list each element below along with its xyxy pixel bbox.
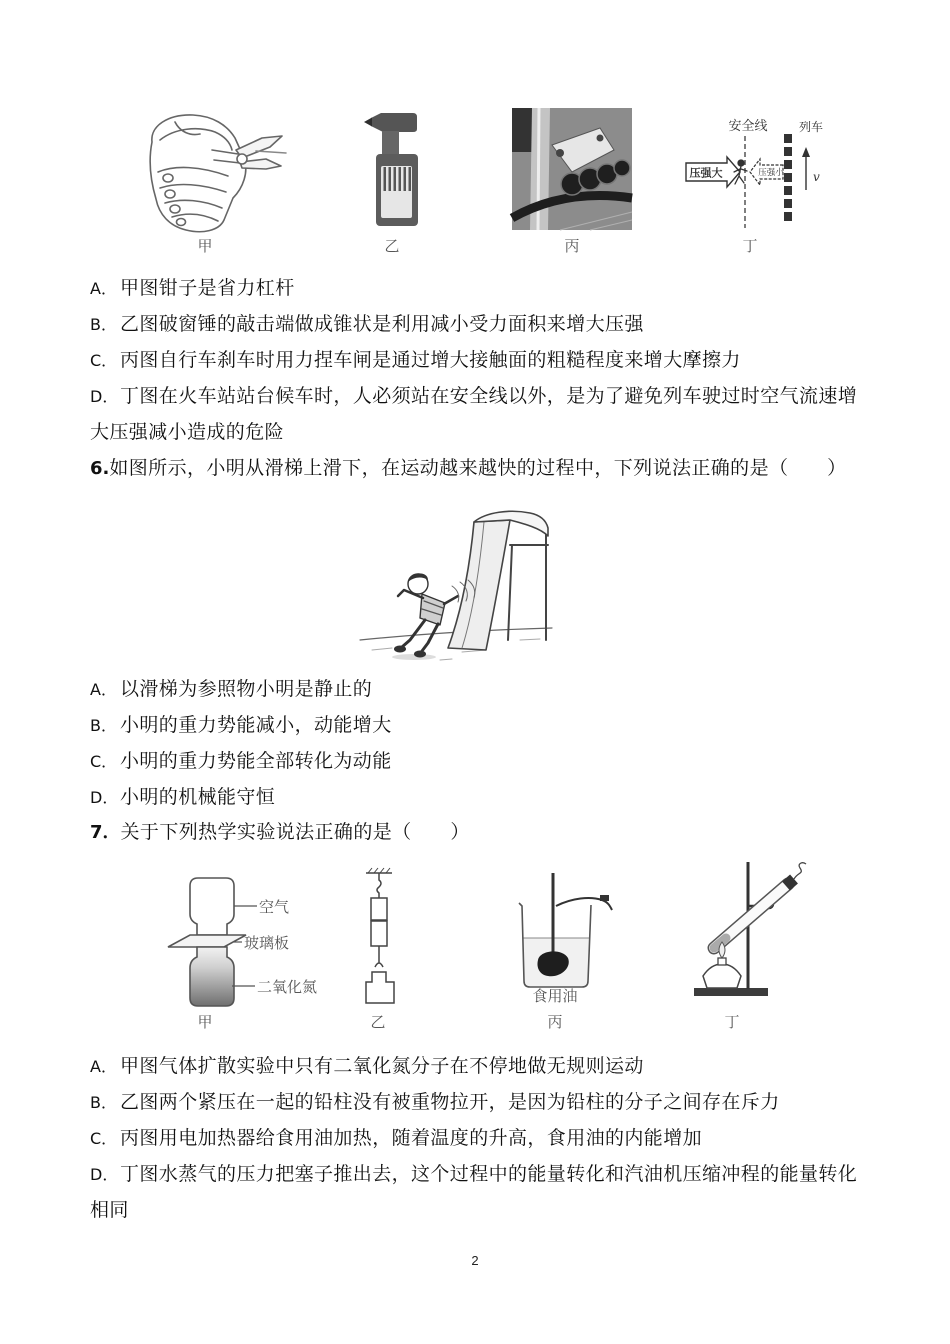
question7-figures [0,855,950,1035]
alcohol-lamp [703,964,741,988]
velocity-label: v [813,170,820,184]
stopper-string [794,863,806,879]
option-letter: A． [90,1057,117,1076]
slide-illustration [360,511,552,660]
figure-label-bing: 丙 [547,1013,563,1031]
option-letter: D． [90,1165,119,1184]
option-text: 丙图用电加热器给食用油加热，随着温度的升高，食用油的内能增加 [120,1127,703,1149]
option-letter: D． [90,788,119,807]
grip-ridge [399,167,402,191]
q6-option-a [90,678,372,701]
grip-ridge [409,167,412,191]
nitrogen-dioxide-bottle [190,947,234,1006]
figure-label-yi: 乙 [370,1013,386,1031]
train-label: 列车 [798,120,824,134]
air-bottle [190,878,234,935]
cable-plug [600,895,609,901]
hammer-head [371,113,417,132]
boy-arm [444,596,458,604]
option-text: 丁图在火车站站台候车时，人必须站在安全线以外，是为了避免列车驶过时空气流速增 [120,385,858,407]
wire [256,151,286,153]
weight-hook [375,946,383,967]
heavy-weight [366,972,394,1003]
option-text: 大压强减小造成的危险 [90,421,285,443]
option-text: 甲图气体扩散实验中只有二氧化氮分子在不停地做无规则运动 [120,1055,644,1077]
page-number: 2 [471,1253,479,1268]
oil-heating-illustration [519,873,612,987]
q5-option-a [90,277,295,300]
stand-base [694,988,768,996]
q5-option-c [90,349,741,372]
option-text: 丙图自行车刹车时用力捏车闸是通过增大接触面的粗糙程度来增大摩擦力 [120,349,741,371]
option-letter: B． [90,315,117,334]
option-letter: A． [90,279,117,298]
question-number: 6. [90,458,110,479]
q5-option-b [90,313,644,336]
figure-label-bing: 丙 [564,237,580,255]
question-text: 如图所示，小明从滑梯上滑下，在运动越来越快的过程中，下列说法正确的是（ ） [109,457,847,479]
figure-label-ding: 丁 [742,237,758,255]
option-letter: A． [90,680,117,699]
train-car [784,212,792,221]
lead-cylinders-illustration [366,868,394,1003]
velocity-arrow [802,147,810,190]
q6-option-d [90,786,275,809]
safety-line-label: 安全线 [728,119,768,134]
slide-frame-post [508,545,512,640]
option-text: 丁图水蒸气的压力把塞子推出去，这个过程中的能量转化和汽油机压缩冲程的能量转化 [120,1163,858,1185]
stopper [786,879,794,886]
brake-bolt [556,149,564,157]
nitrogen-dioxide-label: 二氧化氮 [257,978,318,996]
grip-ridge [389,167,392,191]
velocity-arrow-head [802,147,810,157]
option-text: 小明的重力势能减小，动能增大 [120,714,392,736]
brake-piston [614,160,630,176]
figure-label-jia: 甲 [197,1013,213,1031]
train [784,134,792,221]
q7-option-d [90,1163,857,1186]
q7-option-d-continued [90,1199,129,1221]
option-letter: C． [90,351,118,370]
person-head [738,160,744,166]
safety-hammer-illustration [364,113,418,226]
option-text: 相同 [90,1199,129,1221]
option-letter: D． [90,387,119,406]
air-label: 空气 [259,898,290,916]
fork-highlight [538,108,539,230]
option-text: 乙图两个紧压在一起的铅柱没有被重物拉开，是因为铅柱的分子之间存在斥力 [120,1091,780,1113]
hammer-cone-tip [364,118,372,127]
boy-shoe [414,651,426,658]
pliers-pivot [237,154,247,164]
grip-ridge [384,167,387,191]
q5-option-d [90,385,857,408]
train-car [784,160,792,169]
train-car [784,186,792,195]
option-text: 乙图破窗锤的敲击端做成锥状是利用减小受力面积来增大压强 [120,313,644,335]
option-text: 甲图钳子是省力杠杆 [120,277,295,299]
boy-shoe [394,646,406,653]
hammer-neck [382,131,399,157]
lamp-neck [718,958,726,965]
q6-option-c [90,750,392,773]
pliers-in-hand-illustration [150,115,286,232]
slide-chute [448,520,510,650]
glass-plate [168,935,246,947]
question5-figures [0,100,950,265]
option-letter: C． [90,1129,118,1148]
boy-shadow [392,654,436,660]
option-letter: B． [90,716,117,735]
figure-label-ding: 丁 [724,1013,740,1031]
steam-stopper-illustration [694,862,806,996]
boy-leg [402,620,425,647]
q6-option-b [90,714,392,737]
brake-bolt [597,135,604,142]
option-text: 小明的机械能守恒 [120,786,276,808]
train-car [784,147,792,156]
q5-option-d-continued [90,421,284,443]
high-pressure-label: 压强大 [689,166,723,180]
q7-option-c [90,1127,702,1150]
boy-leg [422,624,438,651]
lower-lead-cylinder [371,921,387,946]
train-car [784,199,792,208]
safety-line-diagram [686,118,823,228]
q7-option-b [90,1091,780,1114]
grip-ridge [394,167,397,191]
bicycle-brake-photo [512,108,632,230]
figure-label-jia: 甲 [197,237,213,255]
grip-ridge [404,167,407,191]
option-letter: C． [90,752,118,771]
low-pressure-label: 压强小 [758,168,784,178]
train-car [784,173,792,182]
question6-figure [0,505,950,667]
figure-label-yi: 乙 [384,237,400,255]
question-text: 关于下列热学实验说法正确的是（ ） [120,821,470,843]
train-car [784,134,792,143]
option-text: 以滑梯为参照物小明是静止的 [120,678,373,700]
upper-lead-cylinder [371,898,387,920]
q7-option-a [90,1055,644,1078]
q7-stem [90,821,470,844]
question-number: 7． [90,822,121,843]
option-letter: B． [90,1093,117,1112]
cooking-oil-label: 食用油 [532,987,578,1005]
q6-stem [90,457,847,480]
glass-plate-label: 玻璃板 [244,934,290,952]
option-text: 小明的重力势能全部转化为动能 [120,750,392,772]
hanging-hook [377,873,381,898]
